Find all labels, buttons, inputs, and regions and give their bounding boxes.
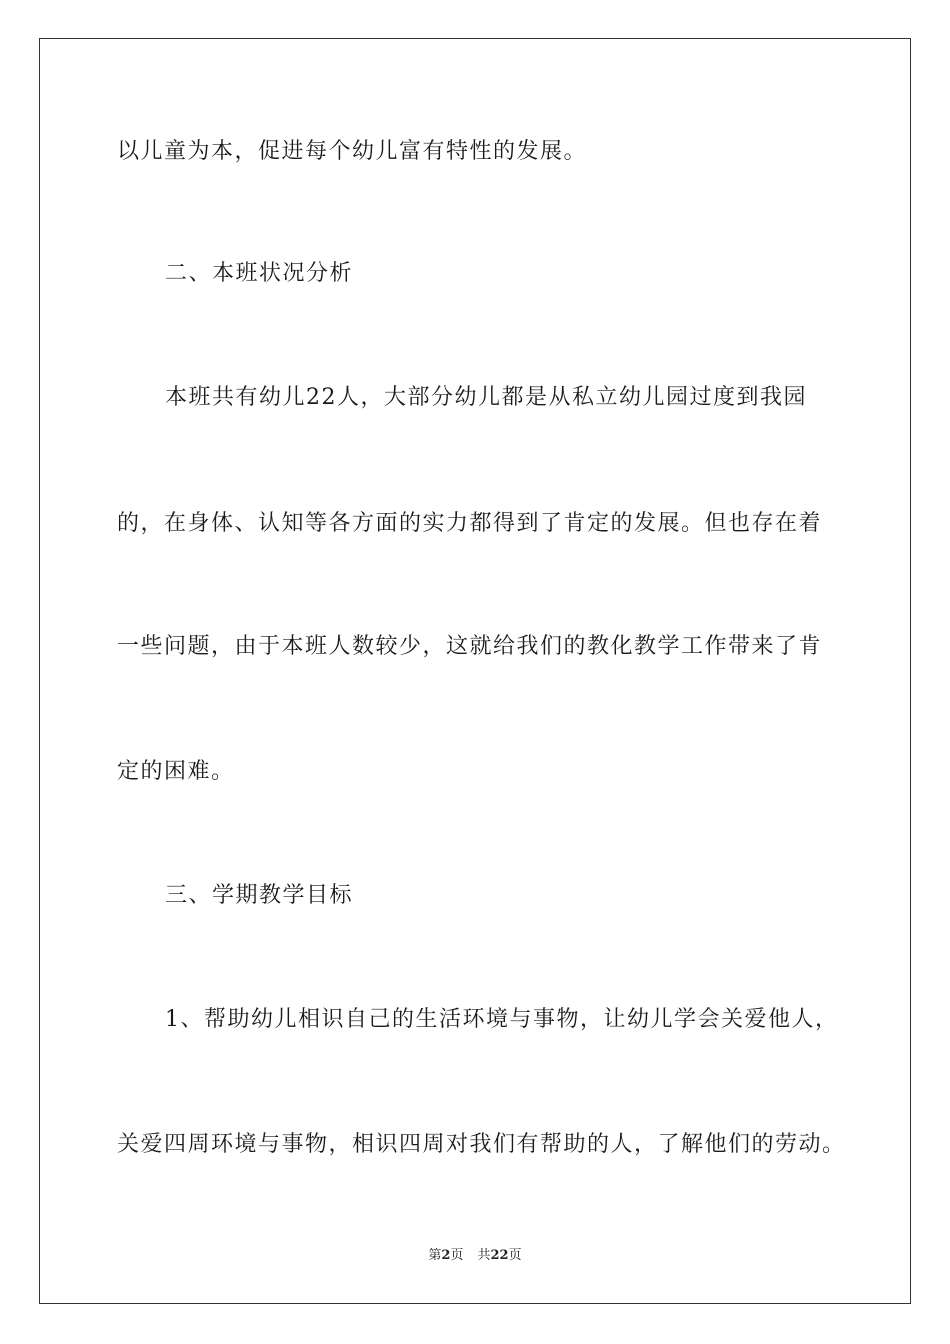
paragraph-line-8: 1、帮助幼儿相识自己的生活环境与事物，让幼儿学会关爱他人， <box>165 1007 839 1032</box>
footer-total-suffix: 页 <box>508 1248 522 1263</box>
page-border <box>39 38 911 1304</box>
paragraph-line-1: 以儿童为本，促进每个幼儿富有特性的发展。 <box>117 139 588 164</box>
page-footer <box>0 1247 950 1265</box>
footer-page-prefix: 第 <box>428 1248 442 1263</box>
footer-page-suffix: 页 <box>450 1248 464 1263</box>
paragraph-line-5: 一些问题，由于本班人数较少，这就给我们的教化教学工作带来了肯 <box>117 634 823 659</box>
footer-page-number: 2 <box>441 1248 451 1263</box>
section-heading-class-analysis: 二、本班状况分析 <box>165 261 354 286</box>
paragraph-line-9: 关爱四周环境与事物，相识四周对我们有帮助的人，了解他们的劳动。 <box>117 1132 846 1157</box>
paragraph-line-3: 本班共有幼儿22人，大部分幼儿都是从私立幼儿园过度到我园 <box>165 385 807 410</box>
footer-total-prefix: 共 <box>477 1248 491 1263</box>
footer-total-pages: 22 <box>490 1248 509 1263</box>
section-heading-teaching-goals: 三、学期教学目标 <box>165 883 354 908</box>
paragraph-line-4: 的，在身体、认知等各方面的实力都得到了肯定的发展。但也存在着 <box>117 511 823 536</box>
paragraph-line-6: 定的困难。 <box>117 759 235 784</box>
